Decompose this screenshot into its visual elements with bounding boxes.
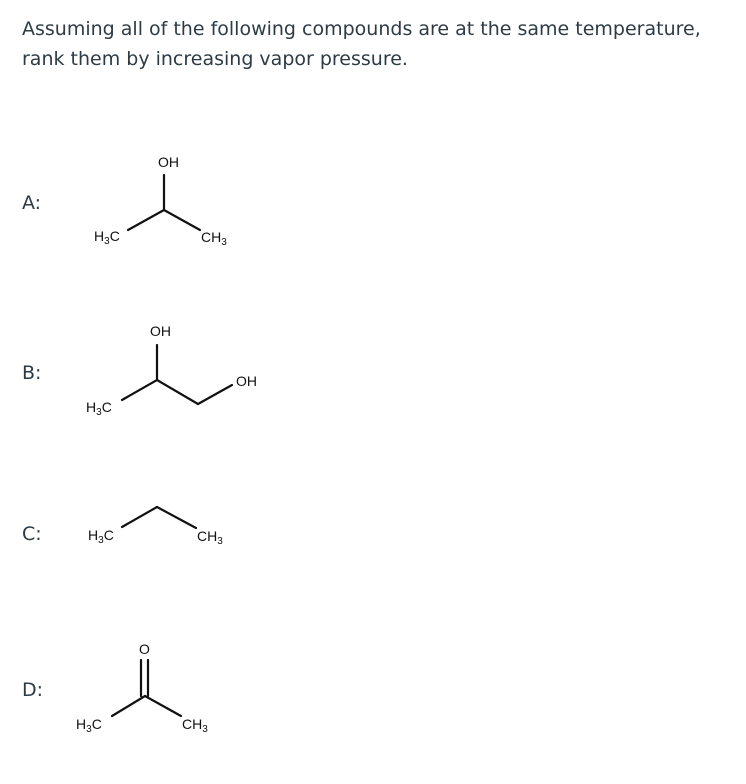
option-c-label: C: — [22, 523, 42, 545]
molecule-c — [0, 490, 300, 574]
molecule-a-methyl-right: $CH_3$ — [201, 229, 227, 248]
option-a-label: A: — [22, 192, 42, 214]
molecule-b-methyl-left: $H_3C$ — [86, 399, 112, 418]
option-b-label: B: — [22, 362, 42, 384]
molecule-d-carbonyl-oxygen: O — [139, 641, 150, 657]
molecule-b-hydroxyl-top: OH — [150, 323, 171, 339]
option-d-label: D: — [22, 679, 44, 701]
molecule-d — [0, 628, 300, 752]
question-text: Assuming all of the following compounds are at the same temperature, rank them by increasing vapor pressure. — [22, 18, 701, 70]
molecule-b-hydroxyl-right: OH — [236, 373, 257, 389]
molecule-b — [0, 308, 300, 432]
molecule-c-methyl-right: $CH_3$ — [197, 528, 223, 547]
molecule-c-methyl-left: $H_3C$ — [88, 527, 114, 546]
molecule-d-methyl-right: $CH_3$ — [182, 716, 208, 735]
molecule-a — [0, 140, 300, 264]
molecule-a-hydroxyl: OH — [158, 154, 179, 170]
molecule-d-methyl-left: $H_3C$ — [76, 716, 102, 735]
molecule-a-methyl-left: $H_3C$ — [94, 228, 120, 247]
